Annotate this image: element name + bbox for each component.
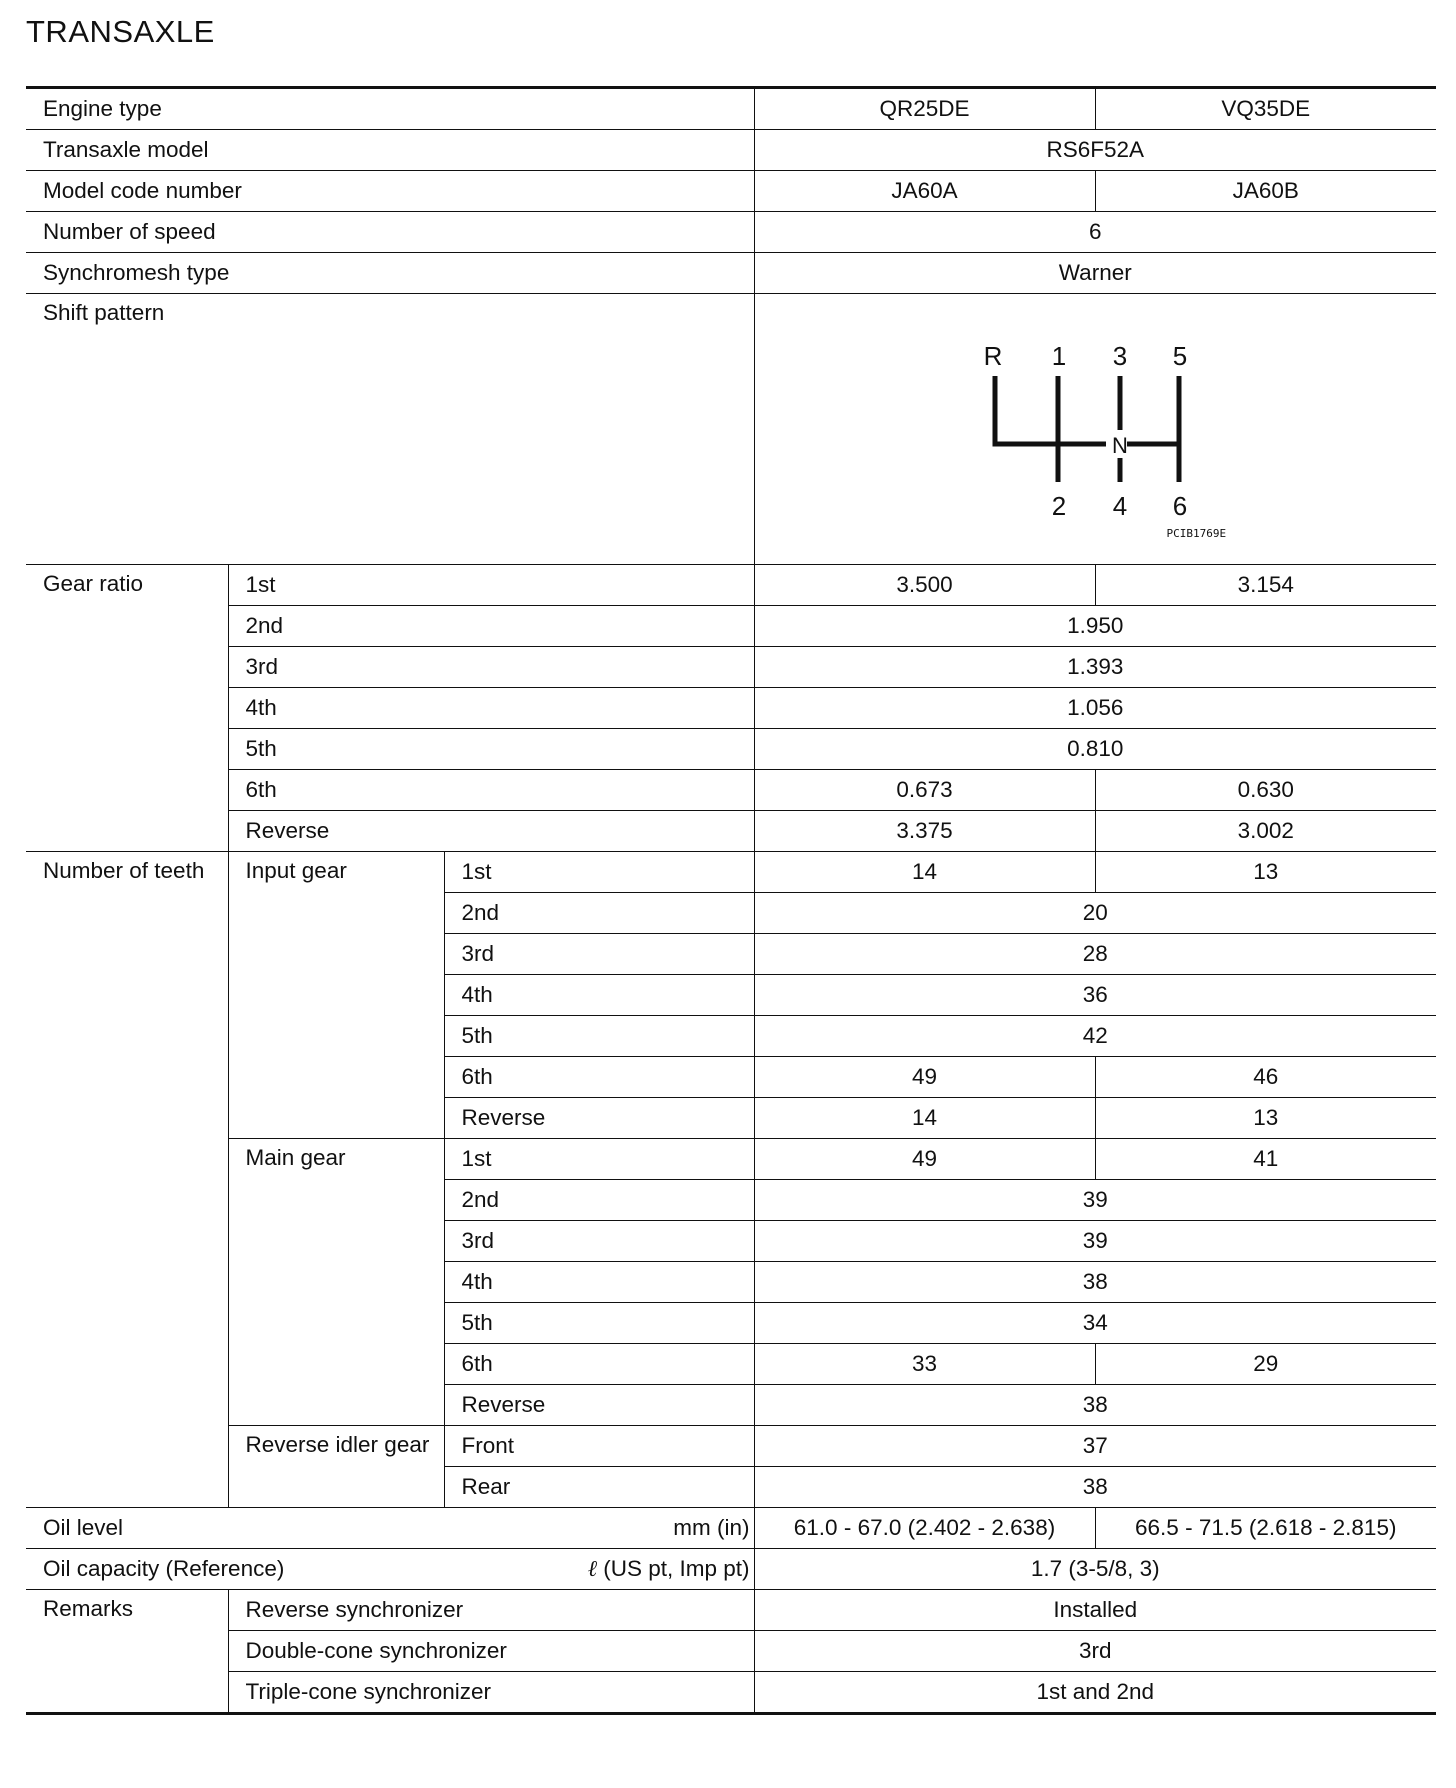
gear-ratio-gear: Reverse (228, 811, 754, 852)
row-input-1st (26, 852, 1436, 893)
main-gear-value: 39 (754, 1180, 1436, 1221)
row-gear-ratio-2nd (26, 606, 1436, 647)
gear-ratio-a: 0.673 (754, 770, 1095, 811)
gear-ratio-label: Gear ratio (26, 565, 228, 852)
number-of-teeth-label: Number of teeth (26, 852, 228, 1508)
row-gear-ratio-reverse (26, 811, 1436, 852)
remarks-item: Reverse synchronizer (228, 1590, 754, 1631)
input-gear-gear: 2nd (444, 893, 754, 934)
gear-ratio-gear: 2nd (228, 606, 754, 647)
main-gear-gear: Reverse (444, 1385, 754, 1426)
remarks-value: 3rd (754, 1631, 1436, 1672)
remarks-label: Remarks (26, 1590, 228, 1714)
input-gear-b: 13 (1095, 852, 1436, 893)
row-oil-level (26, 1508, 1436, 1549)
input-gear-a: 14 (754, 852, 1095, 893)
row-shift-pattern (26, 294, 1436, 565)
main-gear-gear: 4th (444, 1262, 754, 1303)
row-number-of-speed (26, 212, 1436, 253)
oil-capacity-value: 1.7 (3-5/8, 3) (754, 1549, 1436, 1590)
oil-level-label-cell (26, 1508, 754, 1549)
row-gear-ratio-5th (26, 729, 1436, 770)
main-gear-a: 33 (754, 1344, 1095, 1385)
row-main-1st (26, 1139, 1436, 1180)
oil-level-label: Oil level (43, 1514, 124, 1540)
remarks-value: Installed (754, 1590, 1436, 1631)
input-gear-gear: 6th (444, 1057, 754, 1098)
input-gear-gear: 4th (444, 975, 754, 1016)
input-gear-value: 36 (754, 975, 1436, 1016)
shift-label-n: N (1111, 433, 1128, 458)
main-gear-value: 38 (754, 1262, 1436, 1303)
transaxle-model-value: RS6F52A (754, 130, 1436, 171)
model-code-b: JA60B (1095, 171, 1436, 212)
input-gear-label: Input gear (228, 852, 444, 1139)
row-synchromesh (26, 253, 1436, 294)
gear-ratio-a: 3.500 (754, 565, 1095, 606)
main-gear-value: 38 (754, 1385, 1436, 1426)
input-gear-gear: 1st (444, 852, 754, 893)
shift-label-r: R (983, 341, 1002, 371)
idler-gear-value: 38 (754, 1467, 1436, 1508)
idler-gear-position: Rear (444, 1467, 754, 1508)
figure-code: PCIB1769E (1166, 527, 1227, 540)
main-gear-b: 41 (1095, 1139, 1436, 1180)
gear-ratio-b: 0.630 (1095, 770, 1436, 811)
main-gear-gear: 3rd (444, 1221, 754, 1262)
idler-gear-label: Reverse idler gear (228, 1426, 444, 1508)
main-gear-gear: 1st (444, 1139, 754, 1180)
number-of-speed-value: 6 (754, 212, 1436, 253)
gear-ratio-value: 1.950 (754, 606, 1436, 647)
model-code-a: JA60A (754, 171, 1095, 212)
number-of-speed-label: Number of speed (26, 212, 754, 253)
input-gear-gear: 3rd (444, 934, 754, 975)
gear-ratio-value: 0.810 (754, 729, 1436, 770)
main-gear-a: 49 (754, 1139, 1095, 1180)
engine-type-a: QR25DE (754, 88, 1095, 130)
remarks-item: Double-cone synchronizer (228, 1631, 754, 1672)
input-gear-value: 28 (754, 934, 1436, 975)
input-gear-a: 49 (754, 1057, 1095, 1098)
remarks-item: Triple-cone synchronizer (228, 1672, 754, 1714)
input-gear-value: 20 (754, 893, 1436, 934)
row-oil-capacity (26, 1549, 1436, 1590)
input-gear-b: 13 (1095, 1098, 1436, 1139)
engine-type-label: Engine type (26, 88, 754, 130)
engine-type-b: VQ35DE (1095, 88, 1436, 130)
gear-ratio-value: 1.056 (754, 688, 1436, 729)
liter-symbol: ℓ (587, 1555, 597, 1582)
input-gear-gear: 5th (444, 1016, 754, 1057)
remarks-value: 1st and 2nd (754, 1672, 1436, 1714)
gear-ratio-gear: 4th (228, 688, 754, 729)
gear-ratio-value: 1.393 (754, 647, 1436, 688)
main-gear-value: 34 (754, 1303, 1436, 1344)
synchromesh-label: Synchromesh type (26, 253, 754, 294)
page-title: TRANSAXLE (26, 14, 215, 49)
oil-capacity-unit: (US pt, Imp pt) (603, 1555, 750, 1581)
shift-pattern-diagram (975, 324, 1235, 524)
shift-label-5: 5 (1172, 341, 1187, 371)
gear-ratio-gear: 6th (228, 770, 754, 811)
shift-pattern-label: Shift pattern (26, 294, 754, 565)
row-gear-ratio-6th (26, 770, 1436, 811)
row-gear-ratio-1st (26, 565, 1436, 606)
input-gear-a: 14 (754, 1098, 1095, 1139)
row-gear-ratio-4th (26, 688, 1436, 729)
main-gear-gear: 5th (444, 1303, 754, 1344)
gear-ratio-b: 3.002 (1095, 811, 1436, 852)
oil-capacity-label: Oil capacity (Reference) (43, 1555, 285, 1581)
gear-ratio-a: 3.375 (754, 811, 1095, 852)
oil-level-a: 61.0 - 67.0 (2.402 - 2.638) (754, 1508, 1095, 1549)
idler-gear-value: 37 (754, 1426, 1436, 1467)
shift-label-2: 2 (1051, 491, 1066, 521)
main-gear-b: 29 (1095, 1344, 1436, 1385)
shift-label-3: 3 (1112, 341, 1127, 371)
shift-pattern-diagram-cell (754, 294, 1436, 565)
oil-capacity-label-cell (26, 1549, 754, 1590)
main-gear-label: Main gear (228, 1139, 444, 1426)
input-gear-gear: Reverse (444, 1098, 754, 1139)
transaxle-spec-table (26, 86, 1436, 1715)
oil-capacity-unit-wrap (587, 1555, 750, 1582)
row-remarks-double-cone (26, 1631, 1436, 1672)
model-code-label: Model code number (26, 171, 754, 212)
row-transaxle-model (26, 130, 1436, 171)
shift-label-4: 4 (1112, 491, 1127, 521)
row-idler-front (26, 1426, 1436, 1467)
shift-gate-reverse (995, 376, 1058, 444)
oil-level-unit: mm (in) (673, 1514, 750, 1540)
main-gear-value: 39 (754, 1221, 1436, 1262)
idler-gear-position: Front (444, 1426, 754, 1467)
row-gear-ratio-3rd (26, 647, 1436, 688)
main-gear-gear: 2nd (444, 1180, 754, 1221)
input-gear-b: 46 (1095, 1057, 1436, 1098)
transaxle-model-label: Transaxle model (26, 130, 754, 171)
row-remarks-triple-cone (26, 1672, 1436, 1714)
gear-ratio-b: 3.154 (1095, 565, 1436, 606)
synchromesh-value: Warner (754, 253, 1436, 294)
row-engine-type (26, 88, 1436, 130)
gear-ratio-gear: 1st (228, 565, 754, 606)
gear-ratio-gear: 5th (228, 729, 754, 770)
input-gear-value: 42 (754, 1016, 1436, 1057)
gear-ratio-gear: 3rd (228, 647, 754, 688)
row-model-code (26, 171, 1436, 212)
shift-label-1: 1 (1051, 341, 1066, 371)
shift-label-6: 6 (1172, 491, 1187, 521)
oil-level-b: 66.5 - 71.5 (2.618 - 2.815) (1095, 1508, 1436, 1549)
row-remarks-reverse-sync (26, 1590, 1436, 1631)
main-gear-gear: 6th (444, 1344, 754, 1385)
